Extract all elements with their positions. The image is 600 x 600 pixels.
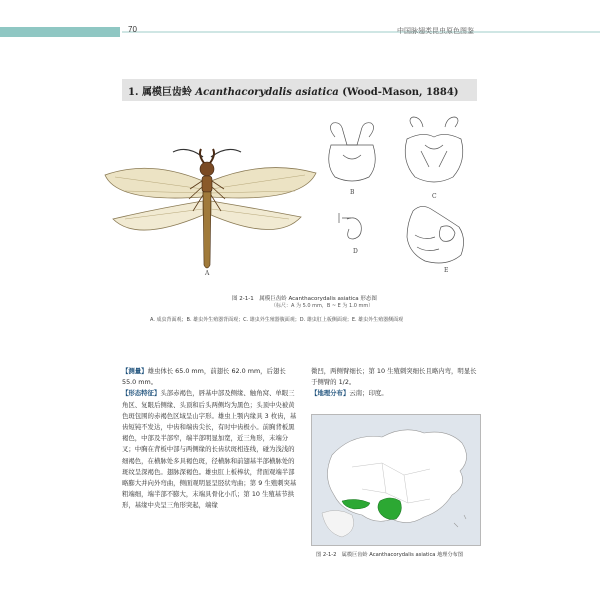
morphology-figure xyxy=(95,115,480,285)
species-author: (Wood-Mason, 1884) xyxy=(342,87,459,98)
section-number: 1. xyxy=(128,87,139,98)
panel-b-genitalia-dorsal xyxy=(329,123,376,196)
panel-c-genitalia-ventral xyxy=(405,117,463,200)
morphology-text: 头部赤褐色，唇基中部及侧缘、触角窝、单眼三角区、复眼后侧缘、头顶和后头两侧均为黑色；头顶中央被黄色斑包围的赤褐色区域呈山字形。雄虫上颚内缘具 3 枚齿，基齿短钝不发达，中齿和端齿尖长，有时中齿极小。前胸背板黑褐色，中部及半部窄，端半部明显加宽，近三角形，末端分叉；中胸在背板中部与两侧缘的长齿状斑相连线，碰为浅浅的细褐色，在横脉处多具褐色斑，径横脉和前翅基半部横脉处的斑纹呈深褐色。翅脉深褐色。雄虫肛上板棒状，背面观端半部略膨大并向外弯曲，侧面观明显呈胫状弯曲；第 9 生殖刺突基粗端细，端半部不膨大，末端具骨化小爪；第 10 生殖基节拱形，基缘中央呈三角形突起，端缘 xyxy=(122,389,297,510)
distribution-label: 【地理分布】 xyxy=(311,389,350,398)
running-title: 中国脉翅类昆虫原色图鉴 xyxy=(397,27,474,35)
species-scientific-name: Acanthacorydalis asiatica xyxy=(195,87,339,98)
page-number: 70 xyxy=(128,25,137,34)
panel-e-genitalia-lateral xyxy=(407,206,464,274)
panel-label-e: E xyxy=(444,267,449,274)
measurements-paragraph xyxy=(122,366,300,388)
morphology-label: 【形态特征】 xyxy=(122,389,161,398)
map-caption: 图 2-1-2 属模巨齿蛉 Acanthacorydalis asiatica 地理分布图 xyxy=(316,552,464,558)
header-rule xyxy=(122,31,600,33)
panel-d-anal-plate-lateral xyxy=(339,213,361,255)
measurements-text: 雄虫体长 65.0 mm，前翅长 62.0 mm，后翅长 55.0 mm。 xyxy=(122,367,286,387)
distribution-paragraph xyxy=(311,388,481,399)
panel-label-a: A xyxy=(205,270,210,277)
morphology-paragraph xyxy=(122,388,300,511)
distribution-map xyxy=(311,414,481,546)
morphology-continued: 微凹，两侧臂细长；第 10 生殖刺突细长且略内弯，明显长于侧臂的 1/2。 xyxy=(311,367,477,387)
panel-label-d: D xyxy=(353,248,358,255)
figure-caption: 图 2-1-1 属模巨齿蛉 Acanthacorydalis asiatica 形态图 xyxy=(232,296,377,302)
measurements-label: 【测量】 xyxy=(122,367,148,375)
panel-label-b: B xyxy=(350,189,355,196)
right-column xyxy=(311,366,481,400)
header-band xyxy=(0,27,120,37)
figure-scale-note: （标尺：A 为 5.0 mm，B ~ E 为 1.0 mm） xyxy=(271,303,374,309)
panel-label-c: C xyxy=(432,193,437,200)
distribution-text: 云南；印度。 xyxy=(349,389,388,398)
section-title xyxy=(128,83,459,98)
figure-legend: A. 成虫背面观；B. 雄虫外生殖器背面观；C. 雄虫外生殖器腹面观；D. 雄虫肛上板侧面观；E. 雄虫外生殖器侧面观 xyxy=(150,317,404,323)
species-chinese-name: 属模巨齿蛉 xyxy=(141,87,192,98)
panel-a-adult-insect xyxy=(105,149,316,277)
left-column xyxy=(122,366,300,512)
